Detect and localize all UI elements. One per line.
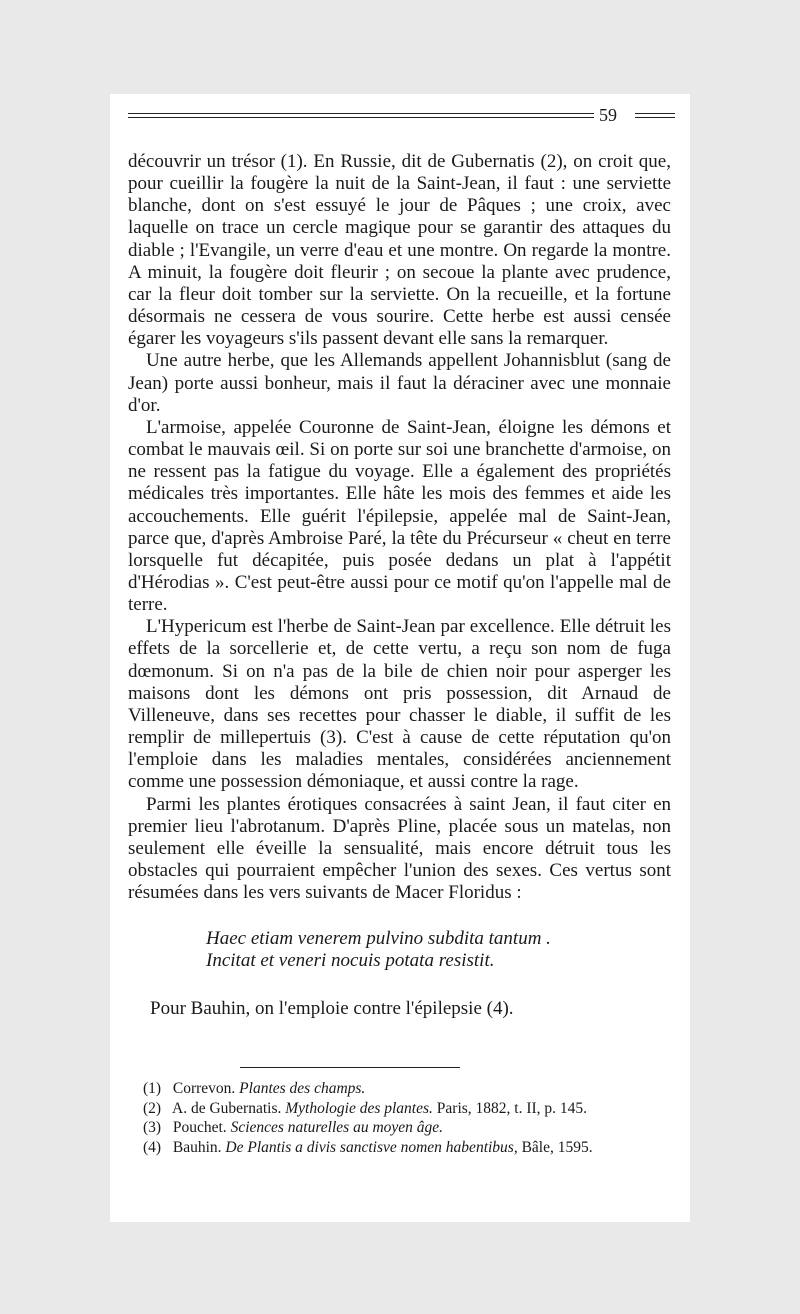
footnote-title: De Plantis a divis sanctisve nomen habentibus, [225, 1138, 518, 1156]
page-header [128, 104, 678, 130]
footnote-number: (1) [143, 1080, 162, 1097]
header-rule-right [635, 113, 675, 118]
paragraph: L'Hypericum est l'herbe de Saint-Jean par excellence. Elle détruit les effets de la sorcellerie et, de cette vertu, a reçu son nom de fuga dœmonum. Si on n'a pas de la bile de chien noir pour asperger les maisons dont les démons ont pris possession, dit Arnaud de Villeneuve, dans ses recettes pour chasser le diable, il suffit de les remplir de millepertuis (3). C'est à cause de cette réputation qu'on l'emploie dans les maladies mentales, considérées anciennement comme une possession démoniaque, et aussi contre la rage. [128, 616, 671, 793]
footnote-title: Mythologie des plantes. [285, 1099, 433, 1117]
footnote [143, 1118, 683, 1138]
page-number: 59 [599, 105, 617, 125]
footnote-rest: Bâle, 1595. [521, 1138, 593, 1156]
footnote-rule [240, 1067, 460, 1068]
paragraph: Parmi les plantes érotiques consacrées à saint Jean, il faut citer en premier lieu l'abrotanum. D'après Pline, placée sous un matelas, non seulement elle éveille la sensualité, mais encore détruit tous les obstacles qui pourraient empêcher l'union des sexes. Ces vertus sont résumées dans les vers suivants de Macer Floridus : [128, 793, 671, 904]
paragraph: découvrir un trésor (1). En Russie, dit de Gubernatis (2), on croit que, pour cueillir la fougère la nuit de la Saint-Jean, il faut : une serviette blanche, dont on s'est essuyé le jour de Pâques ; une croix, avec laquelle on trace un cercle magique pour se garantir des attaques du diable ; l'Evangile, un verre d'eau et une montre. On regarde la montre. A minuit, la fougère doit fleurir ; on secoue la plante avec prudence, car la fleur doit tomber sur la serviette. On la recueille, et la fortune désormais ne cessera de vous sourire. Cette herbe est aussi censée égarer les voyageurs s'ils passent devant elle sans la remarquer. [128, 151, 671, 350]
footnote-rest: Paris, 1882, t. II, p. 145. [436, 1099, 588, 1117]
paragraph: Une autre herbe, que les Allemands appellent Johannisblut (sang de Jean) porte aussi bonheur, mais il faut la déraciner avec une monnaie d'or. [128, 350, 671, 416]
footnotes [143, 1079, 683, 1157]
footnote [143, 1079, 683, 1099]
footnote [143, 1099, 683, 1119]
footnote-author: A. de Gubernatis. [172, 1099, 282, 1117]
footnote-number: (2) [143, 1099, 162, 1117]
footnote-author: Correvon. [172, 1080, 236, 1097]
footnote [143, 1138, 683, 1158]
body-text [128, 151, 671, 1020]
footnote-number: (3) [143, 1119, 162, 1136]
verse-line: Incitat et veneri nocuis potata resistit. [206, 950, 495, 972]
latin-verse [206, 928, 671, 972]
footnote-title: Sciences naturelles au moyen âge. [230, 1119, 444, 1136]
footnote-number: (4) [143, 1138, 162, 1156]
footnote-title: Plantes des champs. [239, 1080, 366, 1097]
closing-paragraph: Pour Bauhin, on l'emploie contre l'épilepsie (4). [150, 998, 514, 1020]
book-page [110, 94, 690, 1222]
footnote-author: Pouchet. [172, 1119, 227, 1136]
header-rule-left [128, 113, 594, 118]
paragraph: L'armoise, appelée Couronne de Saint-Jean, éloigne les démons et combat le mauvais œil. Si on porte sur soi une branchette d'armoise, on ne ressent pas la fatigue du voyage. Elle a également des propriétés médicales très importantes. Elle hâte les mois des femmes et aide les accouchements. Elle guérit l'épilepsie, appelée mal de Saint-Jean, parce que, d'après Ambroise Paré, la tête du Précurseur « cheut en terre lorsquelle fut décapitée, puis posée dedans un plat à l'appétit d'Hérodias ». C'est peut-être aussi pour ce motif qu'on l'appelle mal de terre. [128, 416, 671, 616]
verse-line: Haec etiam venerem pulvino subdita tantum . [206, 928, 551, 950]
footnote-author: Bauhin. [172, 1138, 222, 1156]
